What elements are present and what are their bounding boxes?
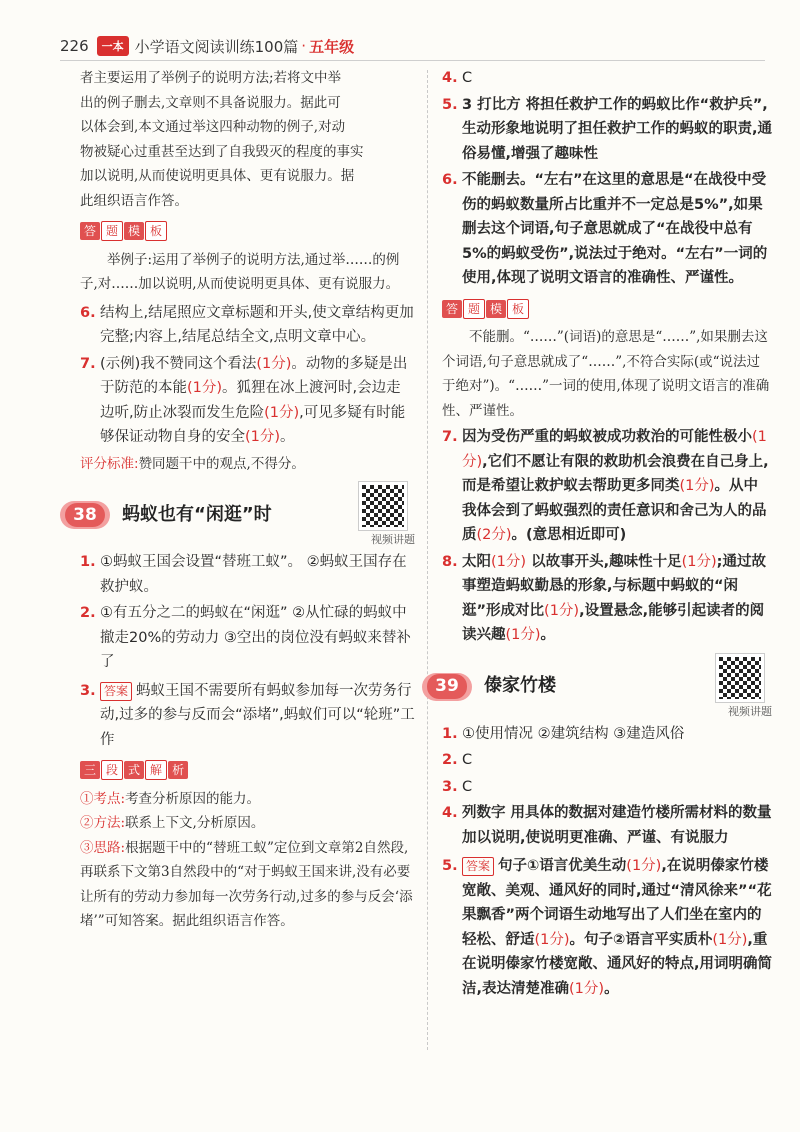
question-number: 1.: [442, 725, 458, 742]
answer-text: ①使用情况 ②建筑结构 ③建造风俗: [462, 725, 685, 742]
question-number: 3.: [80, 682, 96, 699]
score: (1分): [491, 553, 527, 570]
score: (1分): [681, 553, 717, 570]
question-number: 2.: [442, 752, 458, 768]
page-number: 226: [60, 37, 89, 55]
answer-text: ①蚂蚁王国会设置“替班工蚁”。 ②蚂蚁王国存在救护蚁。: [100, 554, 407, 595]
answer-text: 不能删去。“左右”在这里的意思是“在战役中受伤的蚂蚁数量所占比重并不一定总是5%”,如果删去这个词语,句子意思就成了“在战役中总有5%的蚂蚁受伤”,说法过于绝对。“左右”一词的使用,体现了说明文语言的准确性、严谨性。: [462, 172, 768, 286]
scoring-criteria: [80, 452, 415, 477]
text-span: ,可见多疑有时能够保证动物自身的安全: [100, 404, 406, 445]
score: (1分): [544, 602, 580, 619]
page-header: [60, 32, 780, 60]
question-number: 6.: [442, 172, 458, 188]
analysis-point-1: [80, 787, 415, 812]
text-span: 因为受伤严重的蚂蚁被成功救治的可能性极小: [462, 429, 752, 445]
answer-text: C: [462, 778, 473, 795]
text-line: 以体会到,本文通过举这四种动物的例子,对动: [80, 119, 346, 135]
answer-text: C: [462, 70, 473, 86]
analysis-text: 根据题干中的“替班工蚁”定位到文章第2自然段,再联系下文第3自然段中的“对于蚂蚁王国来讲,没有必要让所有的劳动力参加每一次劳务行动,过多的参与反会‘添堵’”可知答案。据此组织语言作答。: [80, 839, 413, 929]
question-number: 5.: [442, 96, 458, 113]
lesson-number-badge: [422, 673, 472, 701]
criteria-text: 赞同题干中的观点,不得分。: [138, 455, 305, 472]
tag-char: 答: [442, 300, 462, 318]
lesson-39-heading: [422, 662, 772, 718]
tag-char: 板: [507, 299, 529, 319]
lesson-number-badge: [60, 501, 110, 529]
question-number: 7.: [80, 355, 96, 372]
lesson-title: 蚂蚁也有“闲逛”时: [122, 503, 272, 525]
text-span: 。狐狸在冰上渡河时,会边走边听,防止冰裂而发生危险: [100, 380, 401, 421]
text-span: ,设置悬念,能够引起读者的阅读兴趣: [462, 602, 765, 643]
l39-question-3: [442, 775, 772, 800]
l38-question-3: [80, 679, 415, 753]
question-number: 3.: [442, 778, 458, 795]
score: (1分): [712, 931, 748, 948]
brand-logo: 一本: [97, 36, 129, 56]
tag-char: 三: [80, 761, 100, 779]
tag-char: 段: [101, 760, 123, 780]
left-column: [73, 66, 415, 934]
analysis-point-2: [80, 811, 415, 836]
score: (2分): [476, 527, 512, 543]
tag-char: 模: [486, 300, 506, 318]
l38-question-1: [80, 550, 415, 599]
title-separator: ·: [301, 37, 307, 55]
analysis-tag: [80, 758, 415, 783]
answer-text: [100, 352, 415, 450]
question-number: 7.: [442, 429, 458, 445]
l39-question-4: [442, 801, 772, 850]
grade-label: 五年级: [309, 37, 355, 56]
text-span: ,重在说明傣家竹楼宽敞、通风好的特点,用词明确简洁,表达清楚准确: [462, 931, 773, 997]
qr-caption: 视频讲题: [728, 704, 772, 718]
text-span: 。(意思相近即可): [511, 527, 627, 543]
text-span: ,在说明傣家竹楼宽敞、美观、通风好的同时,通过“清风徐来”“花果飘香”两个词语生动地写出了人们坐在室内的轻松、舒适: [462, 858, 772, 948]
answer-text: ①有五分之二的蚂蚁在“闲逛” ②从忙碌的蚂蚁中撤走20%的劳动力 ③空出的岗位没有蚂蚁来替补了: [100, 605, 411, 670]
answer-tag: 答案: [462, 857, 494, 876]
score: (1分): [534, 931, 570, 948]
tag-char: 答: [80, 222, 100, 240]
template-text: 举例子:运用了举例子的说明方法,通过举……的例子,对……加以说明,从而使说明更具体、更有说服力。: [80, 251, 400, 292]
analysis-text: 考查分析原因的能力。: [125, 790, 261, 807]
text-span: ;通过故事塑造蚂蚁勤恳的形象,与标题中蚂蚁的“闲逛”形成对比: [462, 553, 766, 619]
question-number: 1.: [80, 554, 96, 570]
question-8: [442, 550, 772, 648]
text-span: 。: [280, 429, 295, 445]
lesson-38-heading: [60, 490, 415, 546]
score: (1分): [187, 380, 223, 396]
header-divider: [60, 60, 765, 61]
question-7: [80, 352, 415, 450]
analysis-label: ③思路:: [80, 839, 126, 856]
question-6: [80, 301, 415, 350]
analysis-point-3: [80, 836, 415, 934]
question-number: 4.: [442, 805, 458, 821]
continued-explanation: [80, 66, 415, 213]
answer-template-tag: [442, 297, 772, 322]
book-title: 小学语文阅读训练100篇: [134, 37, 299, 56]
tag-char: 板: [145, 221, 167, 241]
tag-char: 题: [463, 299, 485, 319]
text-span: 蚂蚁王国不需要所有蚂蚁参加每一次劳务行动,过多的参与反而会“添堵”,蚂蚁们可以“轮班”工作: [100, 682, 415, 748]
question-number: 2.: [80, 605, 96, 621]
score: (1分): [505, 627, 541, 643]
question-number: 4.: [442, 70, 458, 86]
tag-char: 题: [101, 221, 123, 241]
qr-code-icon[interactable]: [716, 654, 764, 702]
l38-question-2: [80, 601, 415, 675]
text-span: 。: [604, 980, 619, 997]
text-span: 太阳: [462, 553, 491, 570]
text-span: 。: [540, 627, 556, 643]
text-span: 。句子②语言平实质朴: [569, 931, 713, 948]
question-number: 5.: [442, 858, 458, 874]
tag-char: 模: [124, 222, 144, 240]
answer-text: [100, 679, 415, 753]
answer-text: 列数字 用具体的数据对建造竹楼所需材料的数量加以说明,使说明更准确、严谨、有说服力: [462, 805, 772, 846]
text-line: 者主要运用了举例子的说明方法;若将文中举: [80, 70, 342, 86]
question-number: 8.: [442, 553, 458, 570]
question-number: 6.: [80, 304, 96, 321]
analysis-label: ①考点:: [80, 790, 126, 807]
text-span: 句子①语言优美生动: [498, 858, 627, 874]
answer-text: 3 打比方 将担任救护工作的蚂蚁比作“救护兵”,生动形象地说明了担任救护工作的蚂蚁的职责,通俗易懂,增强了趣味性: [462, 96, 773, 162]
text-span: 。从中我体会到了蚂蚁强烈的责任意识和舍己为人的品质: [462, 478, 767, 543]
text-line: 出的例子删去,文章则不具备说服力。据此可: [80, 94, 341, 111]
text-span: (示例)我不赞同这个看法: [100, 355, 257, 372]
tag-char: 式: [124, 761, 144, 779]
qr-caption: 视频讲题: [371, 533, 415, 546]
analysis-text: 联系上下文,分析原因。: [125, 815, 265, 831]
lesson-number: 38: [65, 503, 105, 528]
analysis-label: ②方法:: [80, 815, 126, 831]
qr-code-icon[interactable]: [359, 482, 407, 530]
question-5: [442, 93, 772, 167]
criteria-label: 评分标准:: [80, 455, 139, 472]
question-4: [442, 66, 772, 91]
text-span: ,它们不愿让有限的救助机会浪费在自己身上,而是希望让救护蚁去帮助更多同类: [462, 453, 769, 494]
template-text: 不能删。“……”(词语)的意思是“……”,如果删去这个词语,句子意思就成了“……”,不符合实际(或“说法过于绝对”)。“……”一词的使用,体现了说明文语言的准确性、严谨性。: [442, 329, 770, 419]
score: (1分): [626, 858, 662, 874]
l39-question-2: [442, 748, 772, 773]
tag-char: 解: [145, 760, 167, 780]
answer-text: [462, 854, 772, 1001]
answer-text: [462, 425, 772, 548]
answer-template-tag: [80, 219, 415, 244]
text-line: 物被疑心过重甚至达到了自我毁灭的程度的事实: [80, 143, 364, 160]
text-line: 加以说明,从而使说明更具体、更有说服力。据: [80, 168, 355, 184]
column-divider: [427, 70, 428, 1050]
lesson-number: 39: [427, 674, 467, 699]
answer-text: [462, 550, 772, 648]
answer-tag: 答案: [100, 682, 132, 701]
l39-question-5: [442, 854, 772, 1001]
score: (1分): [256, 355, 292, 372]
l39-question-1: [442, 722, 772, 747]
score: (1分): [462, 429, 767, 470]
text-span: 以故事开头,趣味性十足: [526, 553, 682, 570]
text-span: 。动物的多疑是出于防范的本能: [100, 355, 408, 396]
lesson-title: 傣家竹楼: [484, 675, 556, 697]
question-7: [442, 425, 772, 548]
answer-text: C: [462, 752, 473, 768]
score: (1分): [264, 404, 300, 421]
question-6: [442, 168, 772, 291]
right-column: [435, 66, 773, 1003]
tag-char: 析: [168, 761, 188, 779]
answer-text: 结构上,结尾照应文章标题和开头,使文章结构更加完整;内容上,结尾总结全文,点明文章中心。: [100, 304, 414, 345]
score: (1分): [245, 429, 281, 445]
score: (1分): [679, 478, 715, 494]
text-line: 此组织语言作答。: [80, 192, 188, 209]
score: (1分): [569, 980, 605, 997]
